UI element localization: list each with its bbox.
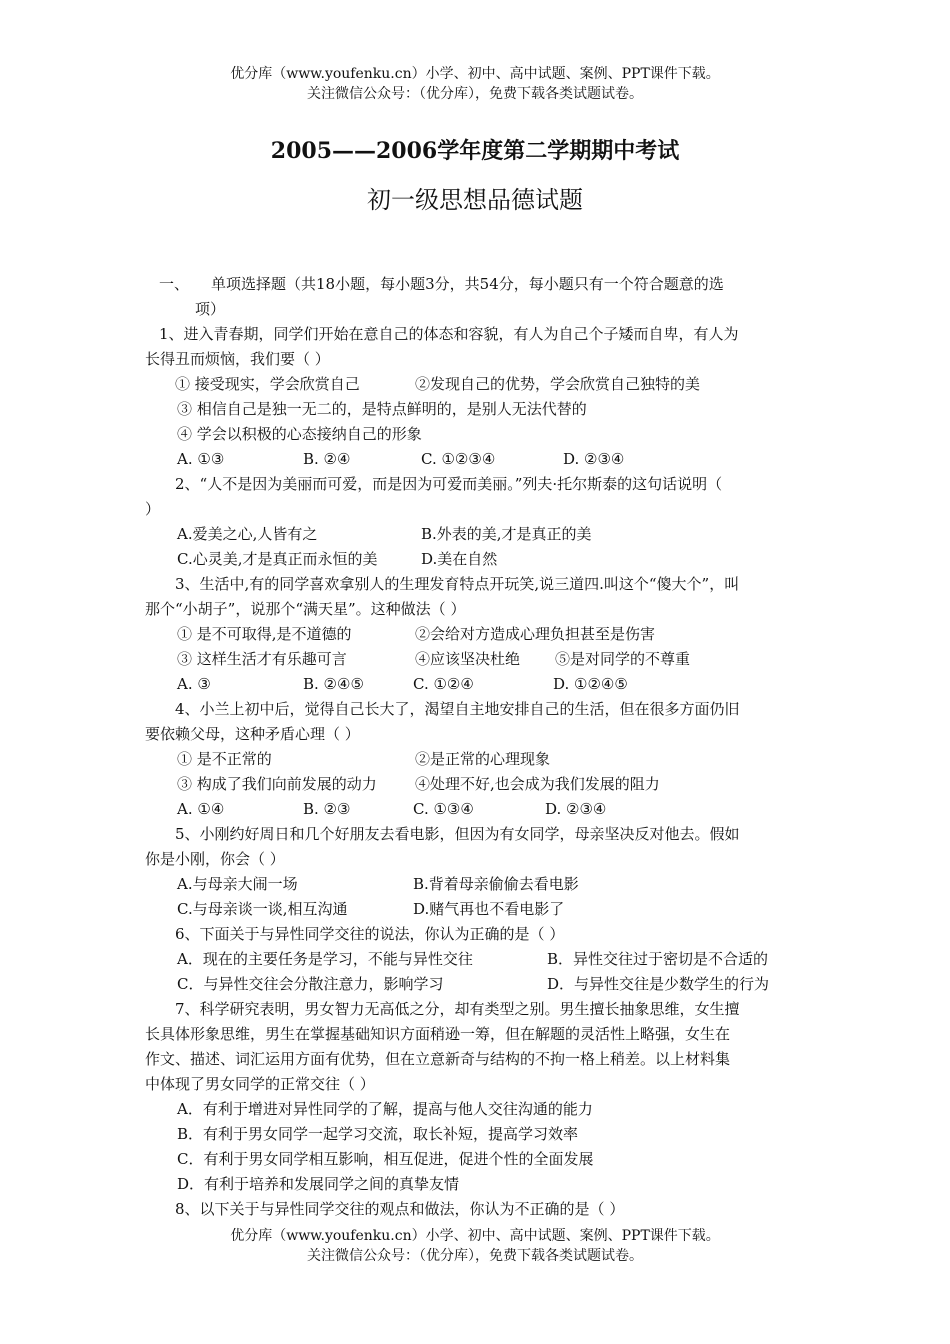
question-4-stem: 4、小兰上初中后，觉得自己长大了，渴望自主地安排自己的生活，但在很多方面仍旧 bbox=[175, 700, 740, 718]
option-a: A.与母亲大闹一场 bbox=[177, 875, 298, 893]
section-text: 单项选择题（共18小题，每小题3分，共54分，每小题只有一个符合题意的选 bbox=[211, 275, 724, 293]
page-header bbox=[0, 64, 950, 104]
question-4-options bbox=[145, 797, 810, 822]
statement: ③ 这样生活才有乐趣可言 bbox=[177, 650, 347, 668]
option-d: D．有利于培养和发展同学之间的真挚友情 bbox=[177, 1175, 460, 1193]
footer-line-2: 关注微信公众号：（优分库），免费下载各类试题试卷。 bbox=[307, 1248, 643, 1264]
exam-subtitle: 初一级思想品德试题 bbox=[367, 186, 583, 214]
footer-line-1: 优分库（www.youfenku.cn）小学、初中、高中试题、案例、PPT课件下载。 bbox=[230, 1228, 720, 1244]
question-3-statement-row2 bbox=[145, 647, 810, 672]
statement: ① 接受现实，学会欣赏自己 bbox=[175, 375, 360, 393]
question-4-statement-row2 bbox=[145, 772, 810, 797]
question-5-options-row1 bbox=[145, 872, 810, 897]
option-b: B.外表的美,才是真正的美 bbox=[421, 525, 592, 543]
option-c: C. ①②③④ bbox=[421, 450, 496, 468]
option-a: A．现在的主要任务是学习，不能与异性交往 bbox=[177, 950, 473, 968]
statement: ③ 构成了我们向前发展的动力 bbox=[177, 775, 377, 793]
statement: ②会给对方造成心理负担甚至是伤害 bbox=[415, 625, 656, 643]
question-7-stem: 7、科学研究表明，男女智力无高低之分，却有类型之别。男生擅长抽象思维，女生擅 bbox=[175, 1000, 740, 1018]
option-c: C.心灵美,才是真正而永恒的美 bbox=[177, 550, 378, 568]
question-6-options-row2 bbox=[145, 972, 810, 997]
statement: ⑤是对同学的不尊重 bbox=[555, 650, 691, 668]
option-d: D.赌气再也不看电影了 bbox=[413, 900, 565, 918]
option-b: B. ②④ bbox=[303, 450, 351, 468]
option-a: A. ③ bbox=[177, 675, 211, 693]
option-c: C. ①③④ bbox=[413, 800, 474, 818]
option-a: A.爱美之心,人皆有之 bbox=[177, 525, 318, 543]
statement: ④应该坚决杜绝 bbox=[415, 650, 521, 668]
question-8-stem: 8、以下关于与异性同学交往的观点和做法，你认为不正确的是（ ） bbox=[175, 1200, 625, 1218]
question-6-options-row1 bbox=[145, 947, 810, 972]
option-b: B．有利于男女同学一起学习交流，取长补短，提高学习效率 bbox=[177, 1125, 579, 1143]
statement: ① 是不正常的 bbox=[177, 750, 272, 768]
question-2-options-row1 bbox=[145, 522, 810, 547]
question-7-stem-cont: 长具体形象思维，男生在掌握基础知识方面稍逊一筹，但在解题的灵活性上略强，女生在 bbox=[145, 1025, 731, 1043]
option-d: D. ②③④ bbox=[563, 450, 625, 468]
question-3-stem-cont: 那个“小胡子”，说那个“满天星”。这种做法（ ） bbox=[145, 600, 466, 618]
option-b: B.背着母亲偷偷去看电影 bbox=[413, 875, 579, 893]
question-7-stem-cont: 作文、描述、词汇运用方面有优势，但在立意新奇与结构的不拘一格上稍差。以上材料集 bbox=[145, 1050, 731, 1068]
option-c: C. ①②④ bbox=[413, 675, 474, 693]
question-4-statement-row1 bbox=[145, 747, 810, 772]
page-footer bbox=[0, 1226, 950, 1266]
question-2-options-row2 bbox=[145, 547, 810, 572]
question-6-stem: 6、下面关于与异性同学交往的说法，你认为正确的是（ ） bbox=[175, 925, 565, 943]
header-line-1: 优分库（www.youfenku.cn）小学、初中、高中试题、案例、PPT课件下载。 bbox=[230, 66, 720, 82]
question-1-stem-cont: 长得丑而烦恼，我们要（ ） bbox=[145, 350, 330, 368]
question-1-stem: 1、进入青春期，同学们开始在意自己的体态和容貌，有人为自己个子矮而自卑，有人为 bbox=[159, 325, 739, 343]
question-5-stem-cont: 你是小刚，你会（ ） bbox=[145, 850, 285, 868]
option-d: D. ①②④⑤ bbox=[553, 675, 628, 693]
header-line-2: 关注微信公众号：（优分库），免费下载各类试题试卷。 bbox=[307, 86, 643, 102]
section-number: 一、 bbox=[159, 275, 190, 293]
question-5-options-row2 bbox=[145, 897, 810, 922]
statement: ④处理不好,也会成为我们发展的阻力 bbox=[415, 775, 660, 793]
statement: ②是正常的心理现象 bbox=[415, 750, 551, 768]
question-2-stem: 2、“人不是因为美丽而可爱，而是因为可爱而美丽。”列夫·托尔斯泰的这句话说明（ bbox=[175, 475, 723, 493]
option-b: B. ②③ bbox=[303, 800, 351, 818]
option-a: A. ①③ bbox=[177, 450, 225, 468]
option-c: C.与母亲谈一谈,相互沟通 bbox=[177, 900, 348, 918]
option-c: C．有利于男女同学相互影响，相互促进，促进个性的全面发展 bbox=[177, 1150, 594, 1168]
question-3-statement-row1 bbox=[145, 622, 810, 647]
option-c: C．与异性交往会分散注意力，影响学习 bbox=[177, 975, 444, 993]
question-3-options bbox=[145, 672, 810, 697]
question-2-stem-cont: ） bbox=[145, 500, 161, 518]
statement: ②发现自己的优势，学会欣赏自己独特的美 bbox=[415, 375, 701, 393]
option-a: A. ①④ bbox=[177, 800, 225, 818]
statement: ③ 相信自己是独一无二的，是特点鲜明的，是别人无法代替的 bbox=[177, 400, 587, 418]
option-b: B．异性交往过于密切是不合适的 bbox=[547, 950, 769, 968]
question-4-stem-cont: 要依赖父母，这种矛盾心理（ ） bbox=[145, 725, 360, 743]
option-b: B. ②④⑤ bbox=[303, 675, 364, 693]
section-heading bbox=[145, 272, 810, 297]
question-3-stem: 3、生活中,有的同学喜欢拿别人的生理发育特点开玩笑,说三道四.叫这个“傻大个”，叫 bbox=[175, 575, 740, 593]
question-5-stem: 5、小刚约好周日和几个好朋友去看电影，但因为有女同学，母亲坚决反对他去。假如 bbox=[175, 825, 740, 843]
statement: ① 是不可取得,是不道德的 bbox=[177, 625, 352, 643]
question-1-options bbox=[145, 447, 810, 472]
statement: ④ 学会以积极的心态接纳自己的形象 bbox=[177, 425, 422, 443]
question-1-statement-row bbox=[145, 372, 810, 397]
exam-content bbox=[145, 272, 810, 1222]
option-d: D．与异性交往是少数学生的行为 bbox=[547, 975, 770, 993]
exam-title: 2005——2006学年度第二学期期中考试 bbox=[270, 138, 680, 164]
option-d: D. ②③④ bbox=[545, 800, 607, 818]
question-7-stem-cont: 中体现了男女同学的正常交往（ ） bbox=[145, 1075, 375, 1093]
section-heading-cont: 项） bbox=[195, 300, 226, 318]
option-d: D.美在自然 bbox=[421, 550, 498, 568]
option-a: A．有利于增进对异性同学的了解，提高与他人交往沟通的能力 bbox=[177, 1100, 593, 1118]
